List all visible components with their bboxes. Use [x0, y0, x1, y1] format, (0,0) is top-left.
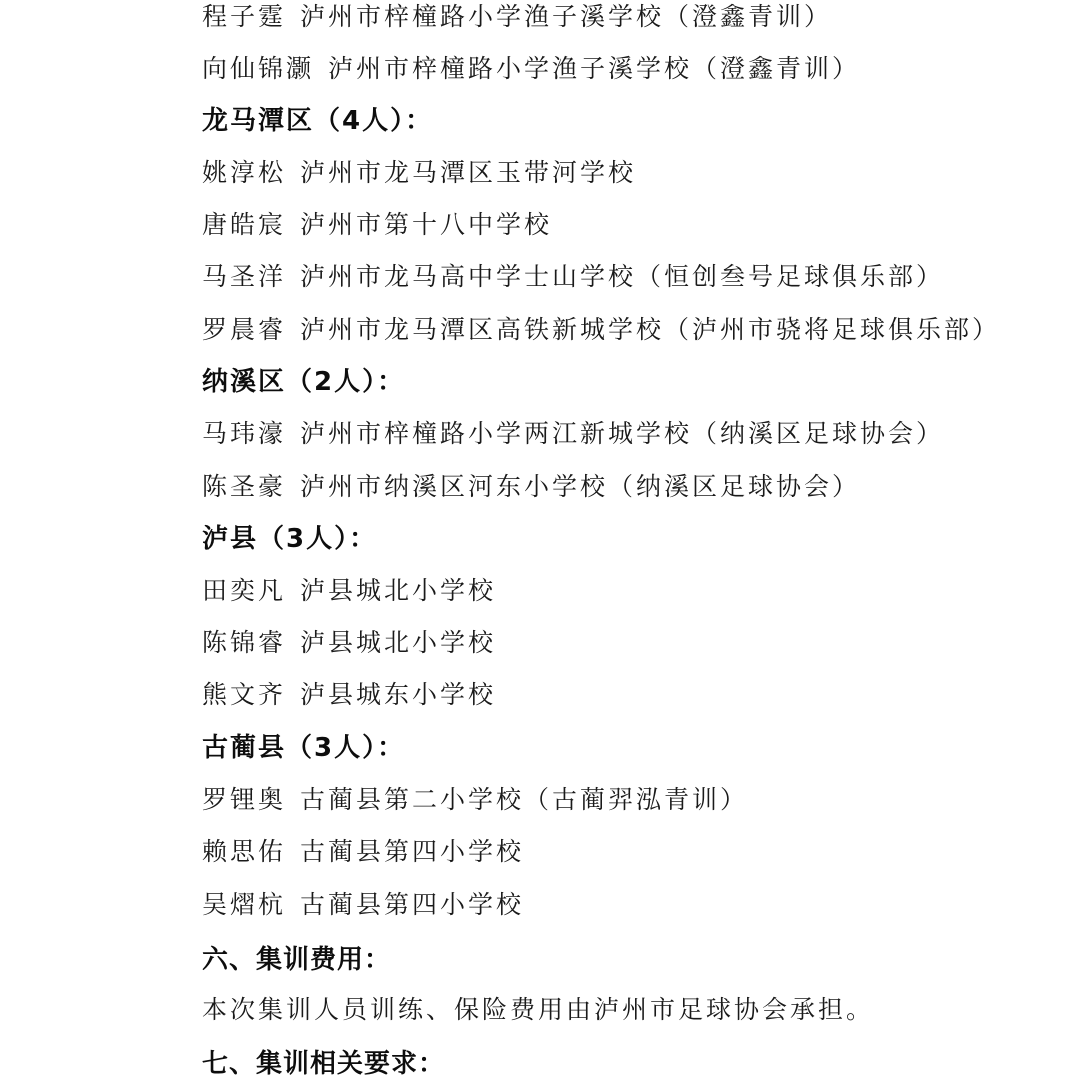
player-name: 唐皓宸	[202, 210, 287, 239]
player-name: 田奕凡	[202, 576, 287, 605]
player-school: 泸县城东小学校	[300, 680, 497, 709]
player-school: 泸州市梓橦路小学渔子溪学校（澄鑫青训）	[328, 54, 861, 83]
list-item	[202, 470, 860, 504]
list-item	[202, 156, 636, 190]
district-heading: 泸县（3人）：	[202, 524, 378, 554]
player-name: 熊文齐	[202, 680, 287, 709]
district-heading: 纳溪区（2人）：	[202, 367, 406, 397]
player-school: 泸县城北小学校	[300, 576, 497, 605]
player-school: 泸州市龙马高中学士山学校（恒创叁号足球俱乐部）	[300, 262, 945, 291]
player-name: 程子霆	[202, 2, 287, 31]
player-name: 罗晨睿	[202, 315, 287, 344]
player-name: 姚淳松	[202, 158, 287, 187]
player-name: 赖思佑	[202, 837, 287, 866]
list-item	[202, 417, 944, 451]
list-item	[202, 52, 860, 86]
list-item	[202, 835, 524, 869]
section-body-fees: 本次集训人员训练、保险费用由泸州市足球协会承担。	[202, 995, 875, 1024]
district-heading: 龙马潭区（4人）：	[202, 106, 434, 136]
list-item	[202, 0, 832, 34]
player-school: 古蔺县第四小学校	[300, 890, 525, 919]
player-name: 罗锂奥	[202, 785, 287, 814]
list-item	[202, 626, 496, 660]
player-school: 泸州市梓橦路小学渔子溪学校（澄鑫青训）	[300, 2, 833, 31]
player-school: 古蔺县第二小学校（古蔺羿泓青训）	[300, 785, 749, 814]
list-item	[202, 574, 496, 608]
list-item	[202, 313, 1000, 347]
player-name: 陈锦睿	[202, 628, 287, 657]
player-name: 向仙锦灏	[202, 54, 315, 83]
player-school: 泸州市龙马潭区高铁新城学校（泸州市骁将足球俱乐部）	[300, 315, 1001, 344]
player-school: 泸州市第十八中学校	[300, 210, 553, 239]
section-title-requirements: 七、集训相关要求：	[202, 1049, 446, 1079]
list-item	[202, 888, 524, 922]
player-school: 泸州市纳溪区河东小学校（纳溪区足球协会）	[300, 472, 861, 501]
list-item	[202, 678, 496, 712]
player-name: 马玮濠	[202, 419, 287, 448]
list-item	[202, 208, 552, 242]
section-title-fees: 六、集训费用：	[202, 945, 392, 975]
player-school: 古蔺县第四小学校	[300, 837, 525, 866]
player-name: 马圣洋	[202, 262, 287, 291]
player-school: 泸州市梓橦路小学两江新城学校（纳溪区足球协会）	[300, 419, 945, 448]
list-item	[202, 260, 944, 294]
list-item	[202, 783, 748, 817]
player-name: 陈圣豪	[202, 472, 287, 501]
player-name: 吴熠杭	[202, 890, 287, 919]
player-school: 泸县城北小学校	[300, 628, 497, 657]
player-school: 泸州市龙马潭区玉带河学校	[300, 158, 637, 187]
district-heading: 古蔺县（3人）：	[202, 733, 406, 763]
